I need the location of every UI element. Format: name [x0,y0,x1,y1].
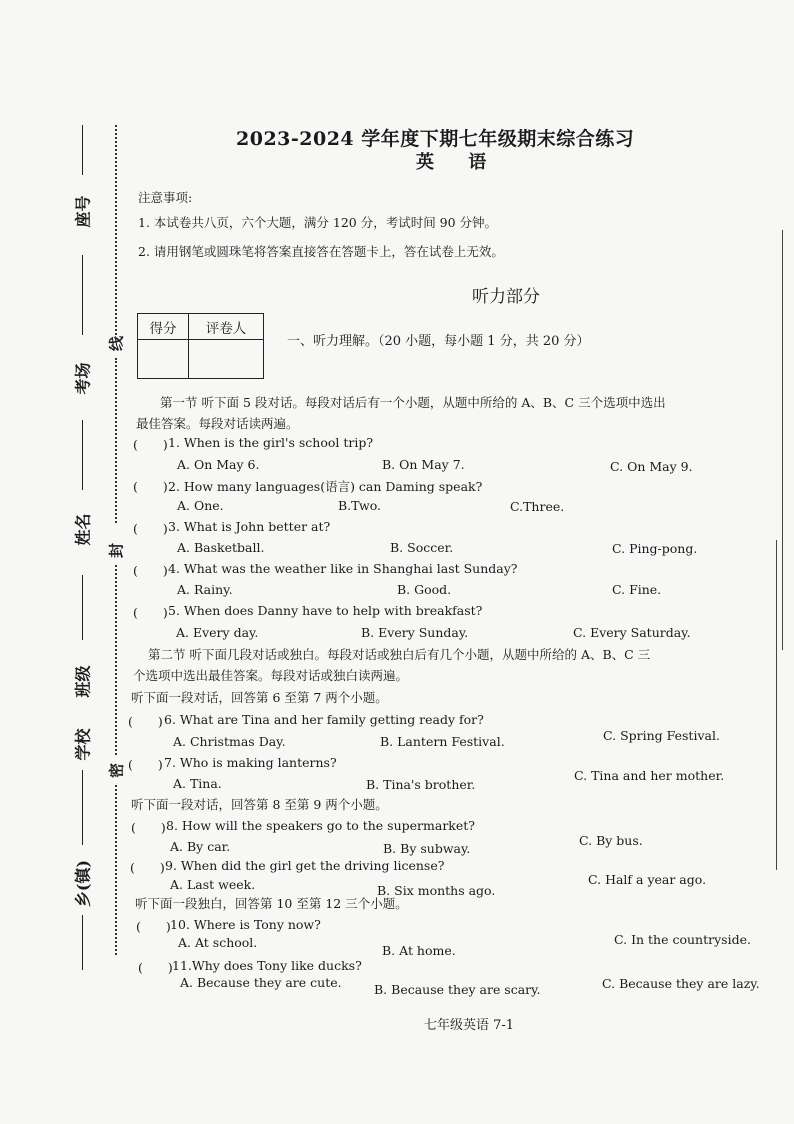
binding-line [82,125,83,175]
option-b: B. At home. [382,943,456,958]
option-b: B. Soccer. [390,540,454,555]
question-stem: 5. When does Danny have to help with breakfast? [168,603,483,618]
section-title: 听力部分 [472,287,540,307]
binding-line [82,575,83,640]
score-cell [138,340,189,379]
option-c: C. Tina and her mother. [574,768,725,783]
binding-label-seat: 座号 [73,195,93,228]
binding-label-name: 姓名 [73,513,93,546]
seal-char-seal: 封 [107,543,126,559]
option-b: B. Because they are scary. [374,982,541,997]
binding-line [82,770,83,845]
option-a: A. Tina. [173,776,222,791]
question-stem: 9. When did the girl get the driving license? [165,858,445,873]
seal-dotted-line [115,358,117,523]
option-b: B. Tina's brother. [366,777,476,792]
grader-cell [189,340,264,379]
option-b: B. Six months ago. [377,883,496,898]
answer-blank: ( ) [133,437,168,452]
option-b: B. Good. [397,582,452,597]
question-stem: 8. How will the speakers go to the supermarket? [166,818,475,833]
option-a: A. Every day. [176,625,259,640]
question-stem: 3. What is John better at? [168,519,331,534]
answer-blank: ( ) [133,605,168,620]
option-a: A. On May 6. [177,457,260,472]
question-stem: 4. What was the weather like in Shanghai last Sunday? [168,561,518,576]
option-b: B. Lantern Festival. [380,734,505,749]
question-stem: 11.Why does Tony like ducks? [172,958,362,973]
notes-heading: 注意事项: [138,190,193,205]
answer-blank: ( ) [133,479,168,494]
option-a: A. Last week. [170,877,256,892]
listen-instruction: 听下面一段对话，回答第 6 至第 7 两个小题。 [131,690,388,705]
score-table [137,313,264,379]
binding-label-class: 班级 [73,665,93,698]
question-stem: 7. Who is making lanterns? [164,755,337,770]
option-b: B. On May 7. [382,457,465,472]
seal-char-line: 线 [107,336,126,352]
listen-instruction: 听下面一段对话，回答第 8 至第 9 两个小题。 [131,797,388,812]
option-b: B.Two. [338,498,382,513]
option-b: B. Every Sunday. [361,625,469,640]
note-item: 1. 本试卷共八页，六个大题，满分 120 分，考试时间 90 分钟。 [138,215,498,230]
binding-label-town: 乡(镇) [73,859,93,908]
seal-char-secret: 密 [107,763,126,779]
subject-title: 英 语 [416,152,501,173]
option-c: C. In the countryside. [614,932,751,947]
jie2-intro: 个选项中选出最佳答案。每段对话或独白读两遍。 [133,668,409,683]
question-stem: 6. What are Tina and her family getting ready for? [164,712,484,727]
option-a: A. One. [177,498,224,513]
seal-dotted-line [115,125,117,335]
option-c: C. Every Saturday. [573,625,691,640]
answer-blank: ( ) [131,820,166,835]
option-a: A. Basketball. [177,540,265,555]
option-c: C. Because they are lazy. [602,976,760,991]
option-c: C. By bus. [579,833,643,848]
page-edge-line [782,230,783,650]
jie2-intro: 第二节 听下面几段对话或独白。每段对话或独白后有几个小题，从题中所给的 A、B、C 三 [148,647,651,662]
binding-label-room: 考场 [73,362,93,395]
note-item: 2. 请用钢笔或圆珠笔将答案直接答在答题卡上，答在试卷上无效。 [138,244,504,259]
answer-blank: ( ) [128,714,163,729]
answer-blank: ( ) [133,563,168,578]
option-a: A. Because they are cute. [180,975,342,990]
binding-label-school: 学校 [73,728,93,761]
binding-line [82,915,83,970]
option-c: C.Three. [510,499,565,514]
jie1-intro: 第一节 听下面 5 段对话。每段对话后有一个小题，从题中所给的 A、B、C 三个选项中选出 [160,395,666,410]
answer-blank: ( ) [130,860,165,875]
question-stem: 2. How many languages(语言) can Daming speak? [168,479,483,494]
binding-line [82,420,83,490]
option-b: B. By subway. [383,841,471,856]
jie1-intro: 最佳答案。每段对话读两遍。 [136,416,299,431]
option-c: C. Half a year ago. [588,872,707,887]
page-footer: 七年级英语 7-1 [424,1018,515,1033]
option-c: C. Ping-pong. [612,541,698,556]
answer-blank: ( ) [138,960,173,975]
option-c: C. Spring Festival. [603,728,720,743]
option-a: A. Rainy. [177,582,233,597]
option-c: C. Fine. [612,582,662,597]
option-a: A. Christmas Day. [173,734,286,749]
seal-dotted-line [115,785,117,955]
question-stem: 1. When is the girl's school trip? [168,435,374,450]
exam-title: 2023-2024 学年度下期七年级期末综合练习 [236,128,635,150]
seal-dotted-line [115,565,117,755]
part1-heading: 一、听力理解。（20 小题，每小题 1 分，共 20 分） [287,334,590,349]
answer-blank: ( ) [133,521,168,536]
question-stem: 10. Where is Tony now? [170,917,321,932]
answer-blank: ( ) [136,919,171,934]
score-label: 得分 [138,314,189,340]
option-a: A. At school. [178,935,258,950]
grader-label: 评卷人 [189,314,264,340]
option-c: C. On May 9. [610,459,693,474]
binding-line [82,255,83,335]
option-a: A. By car. [170,839,231,854]
answer-blank: ( ) [128,757,163,772]
listen-instruction: 听下面一段独白，回答第 10 至第 12 三个小题。 [135,896,408,911]
page-edge-line [776,540,777,870]
